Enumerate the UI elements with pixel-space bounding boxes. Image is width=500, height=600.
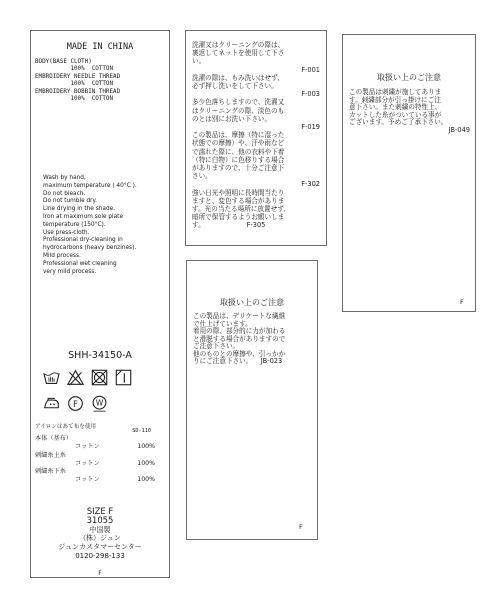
phone-number: 0120-298-133 bbox=[75, 551, 125, 560]
size-label: SIZE F bbox=[86, 506, 114, 516]
fiber-row bbox=[35, 443, 155, 451]
care-line: maximum temperature ( 40°C ). bbox=[43, 182, 137, 189]
fiber-table bbox=[35, 435, 155, 485]
wash-code: F-019 bbox=[301, 123, 320, 132]
fiber-label: 刺繍糸上糸 bbox=[35, 451, 66, 459]
notice-code: JB-049 bbox=[448, 125, 470, 134]
notice-title: 取扱い上のご注意 bbox=[377, 73, 441, 82]
main-care-label bbox=[30, 30, 170, 578]
wash-code: F-302 bbox=[301, 180, 320, 189]
svg-text:W: W bbox=[95, 398, 104, 408]
fiber-pct: 100% bbox=[137, 443, 155, 451]
wash-line: のとは別にお洗い下さい。 bbox=[192, 114, 272, 123]
wash-line: い。 bbox=[192, 57, 206, 66]
product-number: 31055 bbox=[86, 515, 114, 526]
wash-line: この製品は、摩擦（特に湿った bbox=[192, 131, 285, 140]
care-icons-row-2 bbox=[43, 395, 108, 412]
wash-line: す。 F-305 bbox=[192, 221, 266, 230]
notice-line: 意下さい。また刺繍の特性上、 bbox=[349, 103, 442, 111]
origin-jp: 中国製 bbox=[89, 525, 111, 534]
sd-code: SD-110 bbox=[132, 428, 151, 434]
svg-text:F: F bbox=[73, 399, 78, 410]
care-line: Do not bleach. bbox=[43, 190, 86, 197]
notice-line: ご注意下さい。 bbox=[193, 342, 240, 350]
label-footer bbox=[31, 507, 169, 560]
notice-line: カットした糸がついている事が bbox=[349, 110, 442, 119]
notice-text bbox=[349, 89, 470, 134]
care-instructions bbox=[43, 175, 137, 276]
care-line: Line drying in the shade. bbox=[43, 206, 116, 213]
fiber-row bbox=[35, 435, 155, 443]
composition-line: 100% COTTON bbox=[35, 66, 114, 73]
wash-line: ますと、変色する場合がありま bbox=[192, 196, 285, 205]
care-line: Iron at maximum sole plate bbox=[43, 213, 124, 220]
care-icons-row-1 bbox=[43, 369, 132, 386]
care-line: Use press-cloth. bbox=[43, 229, 90, 236]
care-line: Professional wet cleaning bbox=[43, 260, 117, 267]
wash-line: 状態での摩擦）や、汗や雨など bbox=[192, 139, 285, 148]
wash-line: 必ず押し洗いをして下さい。 bbox=[192, 82, 278, 91]
f-mark: F bbox=[299, 523, 303, 531]
fiber-sub: コットン bbox=[75, 476, 100, 484]
notice-line: この製品は、デリケートな繊維 bbox=[193, 312, 286, 320]
fiber-label: 本体（基布） bbox=[35, 435, 73, 442]
fiber-row bbox=[35, 476, 155, 484]
wash-line: 強い日光や照明に長時間当たり bbox=[192, 188, 285, 197]
wash-line: はクリーニングの際、淡色のも bbox=[192, 106, 285, 115]
fiber-pct: 100% bbox=[137, 476, 155, 484]
fiber-row bbox=[35, 452, 155, 460]
composition-line: BODY(BASE CLOTH) bbox=[35, 59, 92, 65]
notice-line: で仕上げています。 bbox=[193, 319, 252, 328]
wash-line: がありますので、十分ご注意下 bbox=[192, 164, 285, 173]
care-line: Mild process. bbox=[43, 252, 81, 259]
wash-line: 多少色落ちしますので、洗濯又 bbox=[192, 98, 285, 107]
wash-line: で濡れた際に、他の衣料や下着 bbox=[192, 147, 285, 156]
notice-text bbox=[193, 313, 312, 366]
composition-line: EMBROIDERY NEEDLE THREAD bbox=[35, 73, 121, 80]
wash-line: 洗濯又はクリーニングの際は、 bbox=[192, 41, 285, 49]
notice-line: ございます。予めご了承下さい。 bbox=[349, 118, 448, 126]
wash-line: （特に白物）に色移りする場合 bbox=[192, 155, 285, 164]
composition-line: 100% COTTON bbox=[35, 81, 114, 88]
composition-line: 100% COTTON bbox=[35, 96, 114, 103]
fiber-pct: 100% bbox=[137, 459, 155, 467]
wash-line: 暗所で保管するようお願いしま bbox=[192, 213, 285, 222]
line-dry-shade-icon bbox=[115, 369, 132, 386]
fiber-sub: コットン bbox=[75, 443, 100, 451]
embroidery-notice-label bbox=[342, 34, 476, 312]
made-in-label: MADE IN CHINA bbox=[66, 42, 134, 52]
wash-code: F-001 bbox=[301, 65, 320, 74]
fiber-row bbox=[35, 460, 155, 468]
notice-line: 着用の際、部分的に力が加わる bbox=[193, 327, 286, 335]
care-line: Do not tumble dry. bbox=[43, 198, 97, 205]
notice-line: りにご注意下さい。 JB-023 bbox=[193, 357, 283, 365]
fiber-row bbox=[35, 468, 155, 476]
care-line: very mild process. bbox=[43, 268, 97, 275]
wet-clean-w-icon bbox=[91, 395, 108, 412]
notice-title: 取扱い上のご注意 bbox=[220, 298, 284, 307]
care-line: Wash by hand, bbox=[43, 175, 86, 181]
iron-note: アイロンはあて布を使用 bbox=[35, 424, 97, 430]
fiber-sub: コットン bbox=[75, 459, 100, 467]
notice-line: この製品は刺繍が施してありま bbox=[349, 88, 442, 96]
care-line: Professional dry-cleaning in bbox=[43, 237, 123, 244]
f-mark: F bbox=[98, 570, 102, 577]
wash-precautions-text bbox=[192, 41, 320, 230]
customer-center: ジュンカスタマーセンター bbox=[58, 543, 142, 551]
wash-precautions-label bbox=[185, 30, 327, 246]
wash-line: 裏返してネットを使用して下さ bbox=[192, 49, 285, 58]
model-number: SHH-34150-A bbox=[68, 350, 132, 361]
fiber-label: 刺繍糸下糸 bbox=[35, 468, 66, 476]
notice-line: 他のものとの摩擦や、引っかか bbox=[193, 349, 286, 358]
composition-block bbox=[35, 59, 120, 103]
dry-clean-f-icon bbox=[67, 395, 84, 412]
composition-line: EMBROIDERY BOBBIN THREAD bbox=[35, 88, 121, 95]
wash-code: F-003 bbox=[301, 90, 320, 99]
notice-line: す。刺繍部分が引っ掛けにご注 bbox=[349, 95, 441, 104]
company-name: （株）ジュン bbox=[79, 534, 121, 543]
notice-line: と滑脱する場合がありますので bbox=[193, 334, 286, 343]
wash-line: さい。 bbox=[192, 172, 212, 181]
wash-line: 洗濯の際は、もみ洗いはせず、 bbox=[192, 73, 284, 82]
no-tumble-dry-icon bbox=[91, 369, 108, 386]
f-mark: F bbox=[460, 298, 464, 306]
care-line: hydrocarbons (heavy benzines). bbox=[43, 245, 137, 252]
delicate-notice-label bbox=[186, 260, 318, 540]
wash-line: す。光の当たる場所に放置せず、 bbox=[192, 205, 290, 214]
iron-medium-icon bbox=[43, 395, 60, 412]
no-bleach-icon bbox=[67, 369, 84, 386]
care-line: temperature (150°C). bbox=[43, 221, 106, 228]
hand-wash-40-icon bbox=[43, 369, 60, 386]
